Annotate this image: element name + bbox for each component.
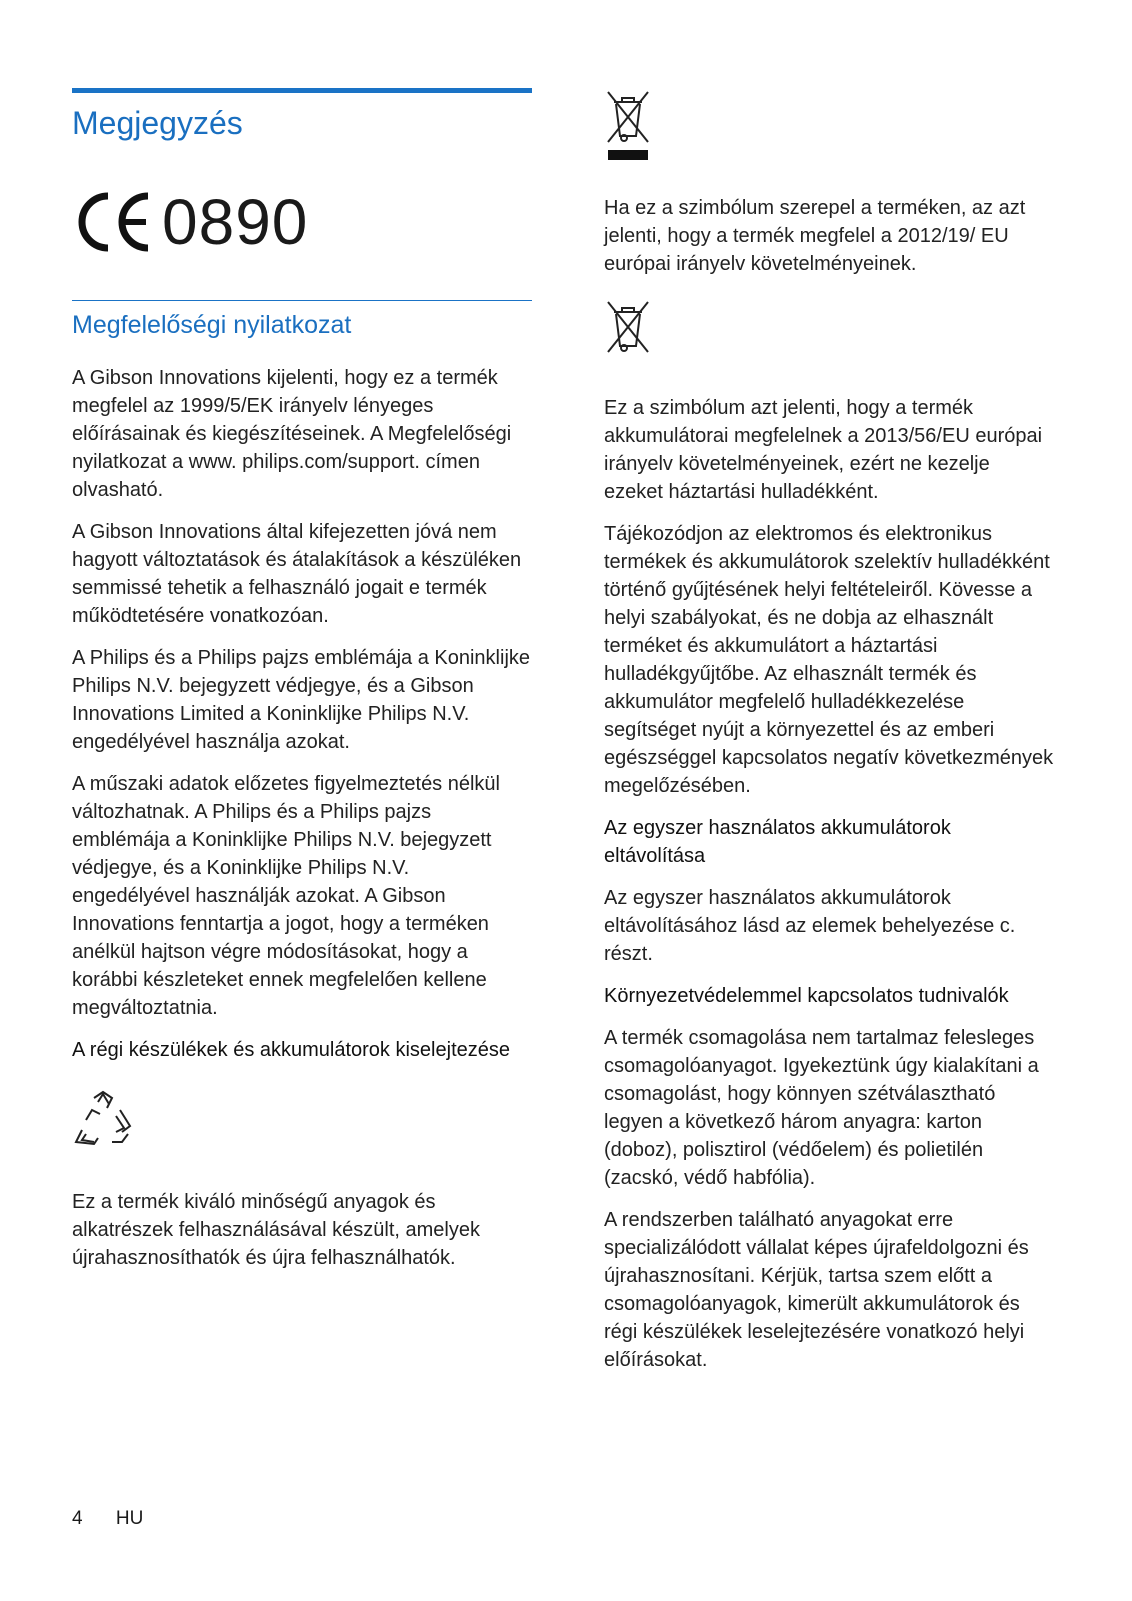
language-code: HU (115, 1508, 144, 1529)
ce-mark-icon (72, 190, 154, 254)
paragraph: A Gibson Innovations kijelenti, hogy ez a termék megfelel az 1999/5/EK irányelv lényeges előírásainak és kiegészítéseinek. A Megfelelőségi nyilatkozat a www. philips.com/support. címen olvasható. (72, 367, 512, 501)
ce-marking (72, 182, 532, 262)
page-footer (72, 1508, 143, 1530)
paragraph: A Philips és a Philips pajzs emblémája a Koninklijke Philips N.V. bejegyzett védjegye, és a Gibson Innovations Limited a Koninklijke Philips N.V. engedélyével használja azokat. (72, 647, 531, 753)
removal-text: Az egyszer használatos akkumulátorok eltávolításához lásd az elemek behelyezése c. részt. (604, 887, 1016, 965)
env-heading: Környezetvédelemmel kapcsolatos tudnivalók (604, 985, 1009, 1007)
recycle-text: Ez a termék kiváló minőségű anyagok és alkatrészek felhasználásával készült, amelyek újrahasznosíthatók és újra felhasználhatók. (72, 1191, 480, 1269)
crossed-bin-icon (604, 88, 652, 164)
section-title: Megfelelőségi nyilatkozat (72, 311, 352, 339)
page-title: Megjegyzés (72, 105, 243, 141)
crossed-bin-icon (604, 298, 652, 354)
recycle-icon (72, 1090, 134, 1150)
env-text: A rendszerben található anyagokat erre specializálódott vállalat képes újrafeldolgozni és újrahasznosítani. Kérjük, tartsa szem előtt a csomagolóanyagok, kimerült akkumulátorok és régi készülékek leselejtezésére vonatkozó helyi előírásokat. (604, 1209, 1029, 1371)
page-number: 4 (72, 1508, 83, 1529)
battery-text: Ez a szimbólum azt jelenti, hogy a termék akkumulátorai megfelelnek a 2013/56/EU európai irányelv követelményeinek, ezért ne kezelje ezeket háztartási hulladékként. (604, 397, 1043, 503)
right-column (604, 88, 1054, 1374)
weee-text: Ha ez a szimbólum szerepel a terméken, az azt jelenti, hogy a termék megfelel a 2012/19/ EU európai irányelv követelményeinek. (604, 197, 1026, 275)
ce-number: 0890 (162, 186, 309, 258)
left-column (72, 88, 532, 1272)
removal-heading: Az egyszer használatos akkumulátorok eltávolítása (604, 817, 951, 867)
disposal-heading: A régi készülékek és akkumulátorok kiselejtezése (72, 1039, 510, 1061)
env-text: A termék csomagolása nem tartalmaz felesleges csomagolóanyagot. Igyekeztünk úgy kialakítani a csomagolást, hogy könnyen szétválasztható legyen a következő három anyagra: karton (doboz), polisztirol (védőelem) és polietilén (zacskó, védő habfólia). (604, 1027, 1039, 1189)
paragraph: A Gibson Innovations által kifejezetten jóvá nem hagyott változtatások és átalakítások a készüléken semmissé tehetik a felhasználó jogait e termék működtetésére vonatkozóan. (72, 521, 522, 627)
collection-text: Tájékozódjon az elektromos és elektronikus termékek és akkumulátorok szelektív hulladékként történő gyűjtésének helyi feltételeiről. Kövesse a helyi szabályokat, és ne dobja az elhasznált terméket és akkumulátort a háztartási hulladékgyűjtőbe. Az elhasznált termék és akkumulátor megfelelő hulladékkezelése segítséget nyújt a környezettel és az emberi egészséggel kapcsolatos negatív következmények megelőzésében. (604, 523, 1054, 797)
paragraph: A műszaki adatok előzetes figyelmeztetés nélkül változhatnak. A Philips és a Philips pajzs emblémája a Koninklijke Philips N.V. bejegyzett védjegye, és a Koninklijke Philips N.V. engedélyével használják azokat. A Gibson Innovations fenntartja a jogot, hogy a terméken anélkül hajtson végre módosításokat, hogy a korábbi készleteket ennek megfelelően kellene megváltoztatnia. (72, 773, 500, 1019)
section-rule (72, 300, 532, 301)
title-rule (72, 88, 532, 93)
